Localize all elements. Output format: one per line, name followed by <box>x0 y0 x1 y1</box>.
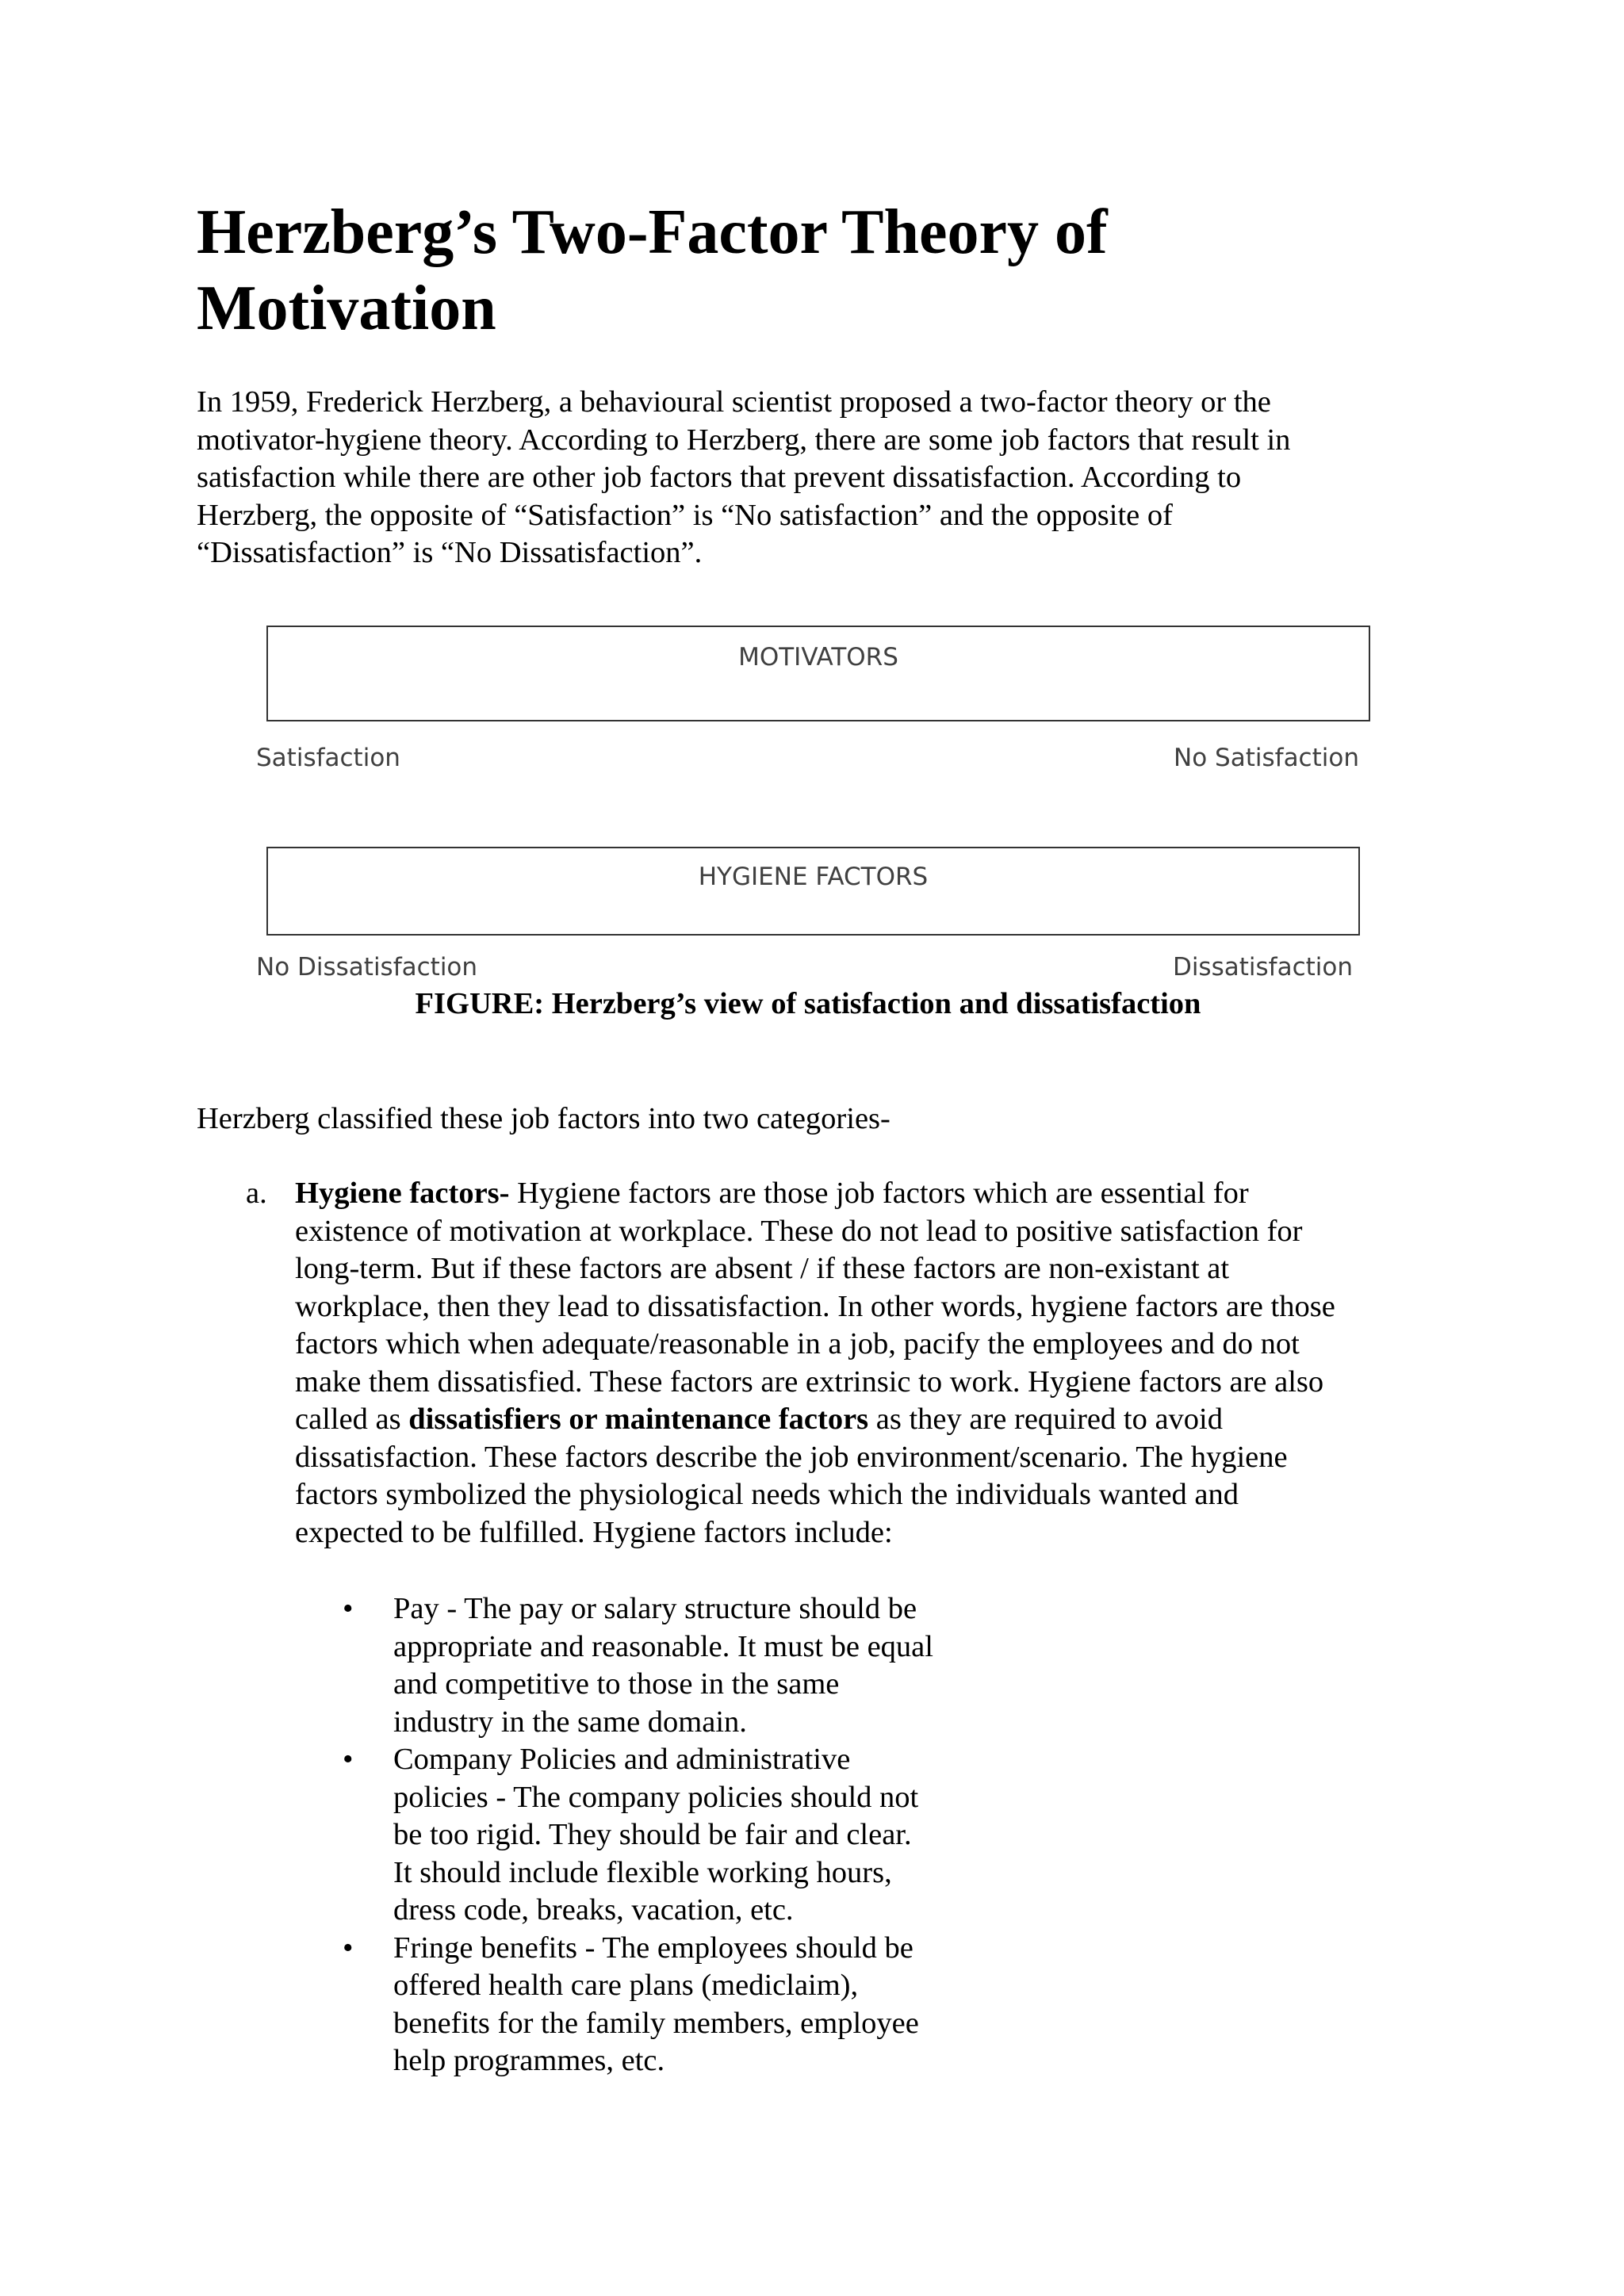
title-line-1: Herzberg’s Two-Factor Theory of <box>197 197 1108 267</box>
motivators-label: MOTIVATORS <box>738 643 898 672</box>
bullet-icon: • <box>343 1743 354 1776</box>
satisfaction-label: Satisfaction <box>256 744 400 772</box>
no-satisfaction-label: No Satisfaction <box>1174 744 1359 772</box>
motivators-box <box>266 626 1370 721</box>
hygiene-factors-list <box>343 1590 996 2080</box>
list-item-line: It should include flexible working hours, <box>393 1855 892 1889</box>
list-marker-a: a. <box>246 1177 267 1210</box>
item-line-text: Hygiene factors are those job factors which are essential for <box>509 1177 1249 1210</box>
hygiene-factors-heading: Hygiene factors- <box>295 1177 510 1210</box>
dissatisfiers-term: dissatisfiers or maintenance factors <box>408 1402 869 1436</box>
hygiene-factors-item <box>295 1175 1421 1552</box>
list-item-line: policies - The company policies should not <box>393 1780 919 1814</box>
item-line: existence of motivation at workplace. These do not lead to positive satisfaction for <box>295 1214 1303 1248</box>
list-item-line: appropriate and reasonable. It must be equal <box>393 1629 933 1663</box>
list-item-line: industry in the same domain. <box>393 1705 747 1739</box>
item-line: factors symbolized the physiological needs which the individuals wanted and <box>295 1478 1239 1511</box>
item-line <box>295 1401 1421 1439</box>
hygiene-factors-label: HYGIENE FACTORS <box>698 863 929 891</box>
list-item-line: Company Policies and administrative <box>393 1743 851 1776</box>
item-line: expected to be fulfilled. Hygiene factors include: <box>295 1515 893 1549</box>
item-line-text: as they are required to avoid <box>868 1402 1223 1436</box>
hygiene-factors-box <box>266 847 1360 936</box>
figure-caption <box>0 986 1624 1021</box>
no-dissatisfaction-label: No Dissatisfaction <box>256 953 478 982</box>
list-item-line: help programmes, etc. <box>393 2044 665 2077</box>
intro-line: Herzberg, the opposite of “Satisfaction” is “No satisfaction” and the opposite of <box>197 498 1173 532</box>
intro-line: motivator-hygiene theory. According to Herzberg, there are some job factors that result in <box>197 423 1291 457</box>
intro-paragraph <box>197 384 1386 572</box>
list-item-pay <box>343 1590 996 1741</box>
item-line: workplace, then they lead to dissatisfaction. In other words, hygiene factors are those <box>295 1289 1335 1323</box>
figure-caption-text: FIGURE: Herzberg’s view of satisfaction and dissatisfaction <box>415 987 1201 1020</box>
list-item-line: Fringe benefits - The employees should be <box>393 1931 914 1965</box>
bullet-icon: • <box>343 1592 354 1625</box>
page-title <box>197 194 1434 346</box>
list-item-company-policies <box>343 1741 996 1930</box>
item-line-text: called as <box>295 1402 409 1436</box>
bullet-icon: • <box>343 1931 354 1965</box>
intro-line: satisfaction while there are other job factors that prevent dissatisfaction. According to <box>197 461 1242 494</box>
list-item-line: offered health care plans (mediclaim), <box>393 1969 859 2002</box>
item-line: make them dissatisfied. These factors are extrinsic to work. Hygiene factors are also <box>295 1364 1324 1399</box>
list-item-line: benefits for the family members, employee <box>393 2006 919 2040</box>
intro-line: “Dissatisfaction” is “No Dissatisfaction”. <box>197 536 703 569</box>
title-line-2: Motivation <box>197 274 496 343</box>
list-item-fringe-benefits <box>343 1930 996 2080</box>
item-line <box>295 1175 1421 1213</box>
list-item-line: and competitive to those in the same <box>393 1667 840 1701</box>
item-line: factors which when adequate/reasonable in a job, pacify the employees and do not <box>295 1327 1300 1360</box>
dissatisfaction-label: Dissatisfaction <box>1172 953 1353 982</box>
intro-line: In 1959, Frederick Herzberg, a behavioural scientist proposed a two-factor theory or the <box>197 385 1271 419</box>
categories-paragraph: Herzberg classified these job factors into two categories- <box>197 1102 891 1135</box>
item-line: long-term. But if these factors are absent / if these factors are non-existant at <box>295 1252 1230 1285</box>
item-line: dissatisfaction. These factors describe the job environment/scenario. The hygiene <box>295 1440 1288 1474</box>
list-item-line: Pay - The pay or salary structure should be <box>393 1592 917 1625</box>
list-item-line: be too rigid. They should be fair and clear. <box>393 1818 912 1851</box>
list-item-line: dress code, breaks, vacation, etc. <box>393 1893 794 1927</box>
